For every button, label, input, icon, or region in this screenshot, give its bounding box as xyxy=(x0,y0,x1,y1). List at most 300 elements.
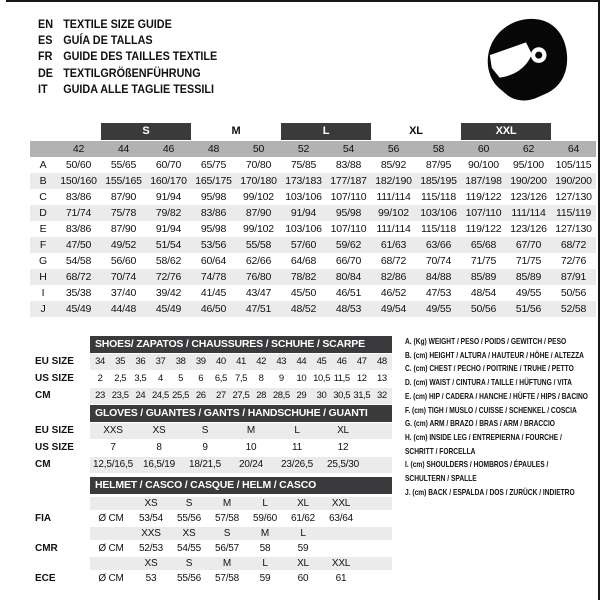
size-value-cell: 87/90 xyxy=(110,191,137,203)
size-value-cell: 45/49 xyxy=(65,303,92,315)
language-code: FR xyxy=(38,49,53,64)
helmet-fia-values-row xyxy=(35,512,392,525)
helmet-size-table xyxy=(35,477,392,587)
numeric-size-header-row xyxy=(30,141,596,157)
shoes-table-title: SHOES/ ZAPATOS / CHAUSSURES / SCHUHE / SCARPE xyxy=(90,336,392,353)
size-value-cell: 74/78 xyxy=(200,271,227,283)
language-code: IT xyxy=(38,81,48,96)
shoe-us-size-value: 2,5 xyxy=(114,373,127,384)
size-value-cell: 99/102 xyxy=(378,207,409,219)
shoe-eu-size-value: 48 xyxy=(377,356,387,367)
size-value-cell: 85/92 xyxy=(380,159,407,171)
glove-cm-value: 25,5/30 xyxy=(327,459,359,470)
shoe-eu-size-value: 45 xyxy=(316,356,327,367)
size-value-cell: 105/115 xyxy=(555,159,592,171)
helmet-cmr-values-row xyxy=(35,542,392,555)
measurement-letter: A xyxy=(39,159,47,171)
size-value-cell: 99/102 xyxy=(243,223,274,235)
top-border xyxy=(6,0,600,2)
size-value-cell: 119/122 xyxy=(465,191,502,203)
measurement-letter: J xyxy=(40,303,46,315)
shoe-cm-value: 27 xyxy=(215,390,226,401)
size-value-cell: 84/88 xyxy=(425,271,452,283)
helmet-size-label: S xyxy=(185,558,193,569)
shoe-eu-size-value: 44 xyxy=(296,356,307,367)
language-row xyxy=(38,16,217,32)
size-row-d xyxy=(30,205,596,221)
size-group-header-row xyxy=(30,123,596,140)
helmet-size-label: XL xyxy=(297,558,309,569)
glove-eu-size-value: XXS xyxy=(103,425,123,436)
helmet-size-value: 57/58 xyxy=(214,513,240,524)
size-row-b xyxy=(30,173,596,189)
measurement-legend-line: E. (cm) HIP / CADERA / HANCHE / HÜFTE / HIPS / BACINO xyxy=(405,390,588,401)
numeric-size-label: 44 xyxy=(117,143,130,155)
shoe-us-size-value: 13 xyxy=(377,373,387,384)
size-value-cell: 107/110 xyxy=(330,191,367,203)
shoe-us-size-value: 11,5 xyxy=(333,373,350,384)
size-value-cell: 37/40 xyxy=(110,287,137,299)
size-value-cell: 50/56 xyxy=(560,287,587,299)
numeric-size-label: 42 xyxy=(72,143,85,155)
measurement-legend-line: F. (cm) TIGH / MUSLO / CUISSE / SCHENKEL / COSCIA xyxy=(405,404,577,415)
size-value-cell: 91/94 xyxy=(290,207,317,219)
helmet-size-value: 56/57 xyxy=(214,543,240,554)
size-value-cell: 50/60 xyxy=(65,159,92,171)
size-value-cell: 51/56 xyxy=(515,303,542,315)
shoe-cm-value: 24,5 xyxy=(152,390,169,401)
size-value-cell: 107/110 xyxy=(465,207,502,219)
glove-eu-size-value: S xyxy=(201,425,209,436)
size-value-cell: 43/47 xyxy=(245,287,272,299)
size-group-xxl: XXL xyxy=(461,123,551,140)
size-value-cell: 47/53 xyxy=(425,287,452,299)
size-value-cell: 95/100 xyxy=(513,159,544,171)
helmet-size-label: XXL xyxy=(331,558,351,569)
glove-us-size-value: 8 xyxy=(156,442,162,453)
shoe-eu-size-value: 46 xyxy=(336,356,347,367)
size-value-cell: 107/110 xyxy=(330,223,367,235)
racing-helmet-icon xyxy=(482,14,570,106)
gloves-us-row xyxy=(35,440,392,456)
size-value-cell: 50/56 xyxy=(470,303,497,315)
size-value-cell: 68/72 xyxy=(380,255,407,267)
size-value-cell: 46/50 xyxy=(200,303,227,315)
shoe-us-size-value: 3,5 xyxy=(134,373,147,384)
size-group-xl: XL xyxy=(409,125,423,137)
shoe-eu-size-value: 37 xyxy=(155,356,166,367)
size-value-cell: 71/74 xyxy=(65,207,92,219)
shoe-cm-value: 30 xyxy=(316,390,327,401)
measurement-legend-line: G. (cm) ARM / BRAZO / BRAS / ARM / BRACCIO xyxy=(405,418,555,429)
size-value-cell: 68/72 xyxy=(560,239,587,251)
guide-title: TEXTILGRÖßENFÜHRUNG xyxy=(63,65,201,80)
size-value-cell: 46/52 xyxy=(380,287,407,299)
size-value-cell: 56/60 xyxy=(110,255,137,267)
shoe-cm-value: 23,5 xyxy=(111,390,129,401)
measurement-legend-line: C. (cm) CHEST / PECHO / POITRINE / TRUHE / PETTO xyxy=(405,363,574,374)
size-value-cell: 182/190 xyxy=(375,175,412,187)
size-value-cell: 64/68 xyxy=(290,255,317,267)
size-value-cell: 123/126 xyxy=(510,223,547,235)
size-value-cell: 48/52 xyxy=(290,303,317,315)
size-value-cell: 103/106 xyxy=(420,207,457,219)
diameter-unit-label: Ø CM xyxy=(98,513,124,524)
size-value-cell: 53/56 xyxy=(200,239,227,251)
size-value-cell: 82/86 xyxy=(380,271,407,283)
glove-us-size-value: 9 xyxy=(202,442,208,453)
glove-eu-size-value: L xyxy=(294,425,300,436)
size-value-cell: 70/80 xyxy=(245,159,272,171)
size-value-cell: 173/183 xyxy=(285,175,322,187)
size-value-cell: 83/86 xyxy=(65,191,92,203)
glove-us-size-value: 10 xyxy=(245,442,257,453)
language-code: DE xyxy=(38,65,54,80)
size-group-l: L xyxy=(281,123,371,140)
size-value-cell: 87/90 xyxy=(110,223,137,235)
shoe-cm-value: 27,5 xyxy=(232,390,250,401)
size-value-cell: 47/50 xyxy=(65,239,92,251)
row-label-us-size: US SIZE xyxy=(35,442,74,453)
size-value-cell: 78/82 xyxy=(290,271,317,283)
size-value-cell: 65/75 xyxy=(200,159,227,171)
measurement-legend-line: SCHULTERN / SPALLE xyxy=(405,473,477,484)
numeric-size-label: 62 xyxy=(522,143,535,155)
measurement-letter: D xyxy=(39,207,47,219)
language-row xyxy=(38,65,217,81)
numeric-size-label: 46 xyxy=(162,143,175,155)
diameter-unit-label: Ø CM xyxy=(98,543,124,554)
glove-us-size-value: 11 xyxy=(292,442,302,453)
size-value-cell: 57/60 xyxy=(290,239,317,251)
measurement-letter: F xyxy=(39,239,47,251)
size-row-g xyxy=(30,253,596,269)
shoe-us-size-value: 9 xyxy=(278,373,284,384)
shoe-eu-size-value: 35 xyxy=(115,356,126,367)
helmet-size-value: 60 xyxy=(297,573,309,584)
helmet-table-title: HELMET / CASCO / CASQUE / HELM / CASCO xyxy=(90,477,392,494)
helmet-size-label: XXL xyxy=(331,498,351,509)
size-value-cell: 80/84 xyxy=(335,271,362,283)
guide-title: GUÍA DE TALLAS xyxy=(63,33,153,48)
size-value-cell: 48/54 xyxy=(470,287,497,299)
size-value-cell: 71/75 xyxy=(470,255,497,267)
shoe-cm-value: 23 xyxy=(95,390,105,401)
shoe-us-size-value: 7,5 xyxy=(234,373,247,384)
standard-label-ece: ECE xyxy=(35,573,56,584)
glove-eu-size-value: M xyxy=(246,425,256,436)
helmet-size-value: 53 xyxy=(145,573,157,584)
size-value-cell: 76/80 xyxy=(245,271,272,283)
helmet-size-label: S xyxy=(185,498,193,509)
gloves-cm-row xyxy=(35,457,392,473)
size-value-cell: 185/195 xyxy=(420,175,457,187)
numeric-size-label: 56 xyxy=(387,143,400,155)
measurement-letter: H xyxy=(39,271,47,283)
shoe-us-size-value: 10,5 xyxy=(313,373,330,384)
size-value-cell: 190/200 xyxy=(555,175,592,187)
size-value-cell: 66/70 xyxy=(335,255,362,267)
shoe-cm-value: 29 xyxy=(296,390,307,401)
size-value-cell: 70/74 xyxy=(425,255,452,267)
size-value-cell: 83/86 xyxy=(65,223,92,235)
size-value-cell: 41/45 xyxy=(200,287,227,299)
size-value-cell: 49/52 xyxy=(110,239,137,251)
size-value-cell: 58/62 xyxy=(155,255,182,267)
helmet-cmr-sizes-row xyxy=(35,527,392,540)
shoe-us-size-value: 8 xyxy=(258,373,264,384)
size-value-cell: 49/55 xyxy=(425,303,452,315)
size-value-cell: 70/74 xyxy=(110,271,137,283)
size-value-cell: 60/70 xyxy=(155,159,182,171)
measurement-letter: G xyxy=(39,255,47,267)
size-value-cell: 150/160 xyxy=(60,175,97,187)
size-value-cell: 95/98 xyxy=(200,223,227,235)
size-value-cell: 95/98 xyxy=(335,207,362,219)
size-value-cell: 45/49 xyxy=(155,303,182,315)
shoes-eu-row xyxy=(35,354,392,370)
shoe-eu-size-value: 40 xyxy=(215,356,226,367)
size-value-cell: 71/75 xyxy=(515,255,542,267)
standard-label-cmr: CMR xyxy=(35,543,58,554)
size-value-cell: 187/198 xyxy=(465,175,502,187)
helmet-size-label: M xyxy=(222,558,232,569)
size-value-cell: 46/51 xyxy=(335,287,362,299)
size-value-cell: 155/165 xyxy=(105,175,142,187)
size-row-h xyxy=(30,269,596,285)
row-label-us-size: US SIZE xyxy=(35,373,74,384)
guide-title: GUIDA ALLE TAGLIE TESSILI xyxy=(63,81,215,96)
gloves-size-table xyxy=(35,405,392,474)
size-value-cell: 90/100 xyxy=(468,159,499,171)
helmet-size-value: 59 xyxy=(297,543,309,554)
helmet-fia-sizes-row xyxy=(35,497,392,510)
helmet-size-value: 59 xyxy=(259,573,271,584)
size-value-cell: 60/64 xyxy=(200,255,227,267)
glove-eu-size-value: XL xyxy=(337,425,349,436)
size-value-cell: 85/89 xyxy=(470,271,497,283)
glove-cm-value: 18/21,5 xyxy=(189,459,221,470)
size-value-cell: 170/180 xyxy=(240,175,277,187)
shoe-cm-value: 31,5 xyxy=(353,390,371,401)
shoes-cm-row xyxy=(35,388,392,404)
glove-eu-size-value: XS xyxy=(152,425,166,436)
helmet-size-label: L xyxy=(300,528,306,539)
shoe-us-size-value: 2 xyxy=(97,373,103,384)
glove-cm-value: 16,5/19 xyxy=(143,459,175,470)
size-value-cell: 103/106 xyxy=(285,223,322,235)
helmet-size-label: XS xyxy=(182,528,196,539)
helmet-size-label: XS xyxy=(144,558,158,569)
size-group-m: M xyxy=(231,125,241,137)
helmet-size-label: L xyxy=(262,498,268,509)
size-value-cell: 190/200 xyxy=(510,175,547,187)
size-value-cell: 83/86 xyxy=(200,207,227,219)
diameter-unit-label: Ø CM xyxy=(98,573,124,584)
size-value-cell: 55/65 xyxy=(110,159,137,171)
measurement-letter: E xyxy=(39,223,47,235)
helmet-size-label: XL xyxy=(297,498,309,509)
helmet-size-value: 57/58 xyxy=(214,573,240,584)
shoe-us-size-value: 5 xyxy=(178,373,184,384)
size-value-cell: 91/94 xyxy=(155,191,182,203)
numeric-size-label: 58 xyxy=(432,143,445,155)
size-value-cell: 51/54 xyxy=(155,239,182,251)
gloves-table-title: GLOVES / GUANTES / GANTS / HANDSCHUHE / GUANTI xyxy=(90,405,392,422)
size-value-cell: 48/53 xyxy=(335,303,362,315)
size-value-cell: 160/170 xyxy=(150,175,187,187)
shoe-us-size-value: 6 xyxy=(198,373,204,384)
shoe-eu-size-value: 39 xyxy=(195,356,206,367)
size-value-cell: 119/122 xyxy=(465,223,502,235)
measurement-legend-line: H. (cm) INSIDE LEG / ENTREPIERNA / FOURCHE / xyxy=(405,431,562,442)
helmet-size-value: 58 xyxy=(259,543,271,554)
helmet-size-label: M xyxy=(260,528,270,539)
size-group-s: S xyxy=(101,123,191,140)
language-row xyxy=(38,48,217,64)
helmet-size-value: 63/64 xyxy=(328,513,354,524)
shoe-eu-size-value: 47 xyxy=(356,356,367,367)
helmet-size-value: 54/55 xyxy=(176,543,202,554)
clothing-size-table xyxy=(30,123,596,317)
size-value-cell: 91/94 xyxy=(155,223,182,235)
helmet-size-value: 52/53 xyxy=(138,543,164,554)
size-value-cell: 59/62 xyxy=(335,239,362,251)
shoe-us-size-value: 6,5 xyxy=(214,373,227,384)
helmet-size-label: XXS xyxy=(141,528,161,539)
size-value-cell: 44/48 xyxy=(110,303,137,315)
shoe-cm-value: 25,5 xyxy=(172,390,190,401)
size-value-cell: 85/89 xyxy=(515,271,542,283)
measurement-legend-line: SCHRITT / FORCELLA xyxy=(405,445,476,456)
size-value-cell: 68/72 xyxy=(65,271,92,283)
size-value-cell: 87/95 xyxy=(425,159,452,171)
size-value-cell: 63/66 xyxy=(425,239,452,251)
size-value-cell: 111/114 xyxy=(511,207,546,219)
measurement-letter: I xyxy=(41,287,45,299)
size-row-i xyxy=(30,285,596,301)
size-row-f xyxy=(30,237,596,253)
size-value-cell: 111/114 xyxy=(376,223,411,235)
size-value-cell: 83/88 xyxy=(335,159,362,171)
size-row-c xyxy=(30,189,596,205)
size-value-cell: 75/78 xyxy=(110,207,137,219)
language-code: EN xyxy=(38,17,54,31)
numeric-size-label: 54 xyxy=(342,143,355,155)
size-value-cell: 61/63 xyxy=(380,239,407,251)
numeric-size-label: 64 xyxy=(567,143,580,155)
helmet-size-value: 59/60 xyxy=(252,513,278,524)
shoe-eu-size-value: 38 xyxy=(175,356,186,367)
shoe-eu-size-value: 41 xyxy=(236,356,246,367)
size-value-cell: 87/90 xyxy=(245,207,272,219)
language-code: ES xyxy=(38,33,53,48)
size-row-j xyxy=(30,301,596,317)
size-value-cell: 62/66 xyxy=(245,255,272,267)
measurement-legend-line: B. (cm) HEIGHT / ALTURA / HAUTEUR / HÖHE / ALTEZZA xyxy=(405,349,584,360)
glove-cm-value: 12,5/16,5 xyxy=(93,459,133,470)
helmet-size-value: 61/62 xyxy=(290,513,316,524)
shoe-cm-value: 26 xyxy=(195,390,206,401)
guide-title: GUIDE DES TAILLES TEXTILE xyxy=(63,49,218,64)
measurement-legend-line: J. (cm) BACK / ESPALDA / DOS / ZURÜCK / INDIETRO xyxy=(405,486,575,497)
size-value-cell: 127/130 xyxy=(555,191,592,203)
size-value-cell: 115/118 xyxy=(421,191,456,203)
size-value-cell: 177/187 xyxy=(330,175,367,187)
helmet-size-value: 55/56 xyxy=(176,513,202,524)
glove-us-size-value: 7 xyxy=(110,442,116,453)
size-value-cell: 47/51 xyxy=(245,303,272,315)
size-value-cell: 103/106 xyxy=(285,191,322,203)
measurement-letter: B xyxy=(39,175,47,187)
size-value-cell: 72/76 xyxy=(155,271,182,283)
shoe-eu-size-value: 43 xyxy=(276,356,287,367)
numeric-size-label: 52 xyxy=(297,143,310,155)
numeric-size-label: 60 xyxy=(477,143,490,155)
helmet-size-label: M xyxy=(222,498,232,509)
size-value-cell: 165/175 xyxy=(195,175,232,187)
size-value-cell: 115/119 xyxy=(556,207,591,219)
shoe-eu-size-value: 34 xyxy=(95,356,105,367)
shoe-us-size-value: 10 xyxy=(296,373,307,384)
row-label-cm: CM xyxy=(35,459,51,470)
size-value-cell: 39/42 xyxy=(155,287,182,299)
size-value-cell: 79/82 xyxy=(155,207,182,219)
helmet-ece-sizes-row xyxy=(35,557,392,570)
size-value-cell: 35/38 xyxy=(65,287,92,299)
helmet-size-label: S xyxy=(223,528,231,539)
title-language-list xyxy=(38,16,217,97)
numeric-size-label: 48 xyxy=(207,143,220,155)
size-value-cell: 55/58 xyxy=(245,239,272,251)
size-value-cell: 115/118 xyxy=(421,223,456,235)
guide-title: TEXTILE SIZE GUIDE xyxy=(63,17,172,31)
shoe-cm-value: 28,5 xyxy=(272,390,290,401)
shoes-size-table xyxy=(35,336,392,405)
measurement-legend-line: I. (cm) SHOULDERS / HOMBROS / ÉPAULES / xyxy=(405,459,549,470)
row-label-eu-size: EU SIZE xyxy=(35,356,74,367)
helmet-size-value: 61 xyxy=(335,573,347,584)
size-value-cell: 127/130 xyxy=(555,223,592,235)
language-row xyxy=(38,32,217,48)
shoe-cm-value: 24 xyxy=(135,390,146,401)
glove-us-size-value: 12 xyxy=(337,442,349,453)
shoe-eu-size-value: 42 xyxy=(256,356,267,367)
shoe-us-size-value: 12 xyxy=(356,373,367,384)
gloves-eu-row xyxy=(35,423,392,439)
shoe-eu-size-value: 36 xyxy=(135,356,146,367)
standard-label-fia: FIA xyxy=(35,513,52,524)
shoes-us-row xyxy=(35,371,392,387)
measurement-legend-line: A. (Kg) WEIGHT / PESO / POIDS / GEWITCH / PESO xyxy=(405,336,567,346)
shoe-cm-value: 32 xyxy=(377,390,387,401)
size-value-cell: 67/70 xyxy=(515,239,542,251)
glove-cm-value: 23/26,5 xyxy=(281,459,313,470)
glove-cm-value: 20/24 xyxy=(238,459,264,470)
size-value-cell: 49/54 xyxy=(380,303,407,315)
helmet-size-value: 53/54 xyxy=(138,513,164,524)
size-value-cell: 54/58 xyxy=(65,255,92,267)
shoe-cm-value: 30,5 xyxy=(333,390,351,401)
shoe-us-size-value: 4 xyxy=(158,373,163,384)
helmet-ece-values-row xyxy=(35,572,392,585)
size-row-a xyxy=(30,157,596,173)
size-value-cell: 95/98 xyxy=(200,191,227,203)
row-label-eu-size: EU SIZE xyxy=(35,425,74,436)
helmet-size-label: L xyxy=(262,558,268,569)
measurement-legend xyxy=(405,335,600,499)
row-label-cm: CM xyxy=(35,390,51,401)
